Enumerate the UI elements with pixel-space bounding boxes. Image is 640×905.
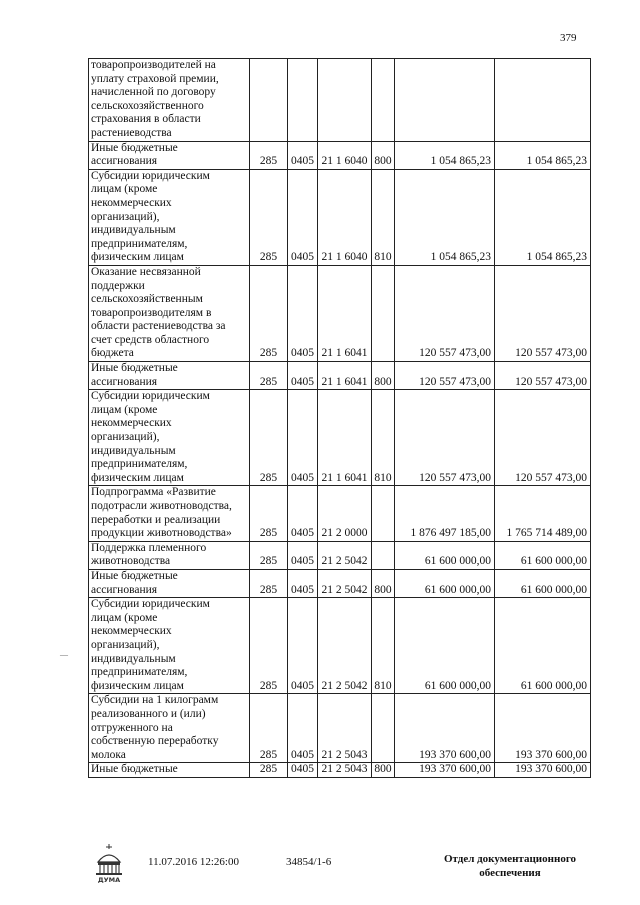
row-target-code: 21 2 5043 bbox=[318, 763, 372, 778]
row-section-code: 0405 bbox=[288, 763, 318, 778]
table-row bbox=[89, 486, 591, 541]
row-name-cell: Иные бюджетные bbox=[89, 763, 250, 778]
row-amount-2: 193 370 600,00 bbox=[495, 763, 591, 778]
row-amount-2: 1 054 865,23 bbox=[495, 141, 591, 169]
table-row bbox=[89, 362, 591, 390]
row-expense-type: 800 bbox=[372, 362, 395, 390]
row-expense-type: 810 bbox=[372, 390, 395, 486]
row-amount-2: 120 557 473,00 bbox=[495, 362, 591, 390]
table-row bbox=[89, 265, 591, 361]
row-section-code: 0405 bbox=[288, 362, 318, 390]
table-row bbox=[89, 763, 591, 778]
row-name-cell: Субсидии юридическим лицам (кроме некоммерческих организаций), индивидуальным предпринимателям, физическим лицам bbox=[89, 598, 250, 694]
row-section-code: 0405 bbox=[288, 598, 318, 694]
row-expense-type bbox=[372, 694, 395, 763]
row-admin-code: 285 bbox=[250, 569, 288, 597]
footer-doc-number: 34854/1-6 bbox=[286, 856, 332, 868]
row-expense-type bbox=[372, 486, 395, 541]
row-section-code: 0405 bbox=[288, 541, 318, 569]
row-expense-type bbox=[372, 265, 395, 361]
row-admin-code: 285 bbox=[250, 763, 288, 778]
row-section-code: 0405 bbox=[288, 169, 318, 265]
row-expense-type: 810 bbox=[372, 598, 395, 694]
row-amount-1: 61 600 000,00 bbox=[395, 541, 495, 569]
table-row bbox=[89, 169, 591, 265]
row-amount-1: 120 557 473,00 bbox=[395, 390, 495, 486]
row-section-code bbox=[288, 59, 318, 142]
row-section-code: 0405 bbox=[288, 486, 318, 541]
row-amount-1: 61 600 000,00 bbox=[395, 569, 495, 597]
row-section-code: 0405 bbox=[288, 141, 318, 169]
row-amount-1: 1 876 497 185,00 bbox=[395, 486, 495, 541]
row-target-code: 21 2 5042 bbox=[318, 569, 372, 597]
row-amount-1: 120 557 473,00 bbox=[395, 362, 495, 390]
row-section-code: 0405 bbox=[288, 265, 318, 361]
row-target-code bbox=[318, 59, 372, 142]
table-row bbox=[89, 390, 591, 486]
row-expense-type bbox=[372, 541, 395, 569]
logo-text: ДУМА bbox=[97, 876, 121, 884]
budget-table bbox=[88, 58, 591, 778]
row-name-cell: Иные бюджетные ассигнования bbox=[89, 141, 250, 169]
row-expense-type: 800 bbox=[372, 763, 395, 778]
footer-dept-line1: Отдел документационного bbox=[443, 853, 577, 865]
row-amount-2: 120 557 473,00 bbox=[495, 265, 591, 361]
row-admin-code: 285 bbox=[250, 362, 288, 390]
row-target-code: 21 1 6041 bbox=[318, 265, 372, 361]
row-expense-type: 800 bbox=[372, 569, 395, 597]
row-amount-2: 120 557 473,00 bbox=[495, 390, 591, 486]
row-amount-1: 61 600 000,00 bbox=[395, 598, 495, 694]
row-amount-1: 193 370 600,00 bbox=[395, 763, 495, 778]
row-name-cell: Оказание несвязанной поддержки сельскохозяйственным товаропроизводителям в области растениеводства за счет средств областного бюджета bbox=[89, 265, 250, 361]
row-admin-code: 285 bbox=[250, 541, 288, 569]
row-amount-1: 193 370 600,00 bbox=[395, 694, 495, 763]
row-amount-2: 61 600 000,00 bbox=[495, 598, 591, 694]
row-expense-type bbox=[372, 59, 395, 142]
page-number: 379 bbox=[560, 32, 577, 44]
row-amount-1: 120 557 473,00 bbox=[395, 265, 495, 361]
row-name-cell: Субсидии на 1 килограмм реализованного и (или) отгруженного на собственную переработку молока bbox=[89, 694, 250, 763]
table-row bbox=[89, 541, 591, 569]
row-section-code: 0405 bbox=[288, 569, 318, 597]
row-amount-2: 1 765 714 489,00 bbox=[495, 486, 591, 541]
row-section-code: 0405 bbox=[288, 390, 318, 486]
footer-department bbox=[430, 852, 590, 880]
row-amount-2 bbox=[495, 59, 591, 142]
footer-dept-line2: обеспечения bbox=[479, 867, 541, 879]
row-amount-1: 1 054 865,23 bbox=[395, 169, 495, 265]
row-admin-code: 285 bbox=[250, 169, 288, 265]
row-amount-2: 61 600 000,00 bbox=[495, 569, 591, 597]
row-name-cell: Поддержка племенного животноводства bbox=[89, 541, 250, 569]
row-amount-2: 1 054 865,23 bbox=[495, 169, 591, 265]
row-target-code: 21 1 6040 bbox=[318, 169, 372, 265]
row-admin-code bbox=[250, 59, 288, 142]
row-target-code: 21 2 0000 bbox=[318, 486, 372, 541]
table-row bbox=[89, 598, 591, 694]
row-name-cell: Субсидии юридическим лицам (кроме некоммерческих организаций), индивидуальным предпринимателям, физическим лицам bbox=[89, 169, 250, 265]
row-admin-code: 285 bbox=[250, 141, 288, 169]
row-target-code: 21 1 6041 bbox=[318, 390, 372, 486]
row-target-code: 21 1 6040 bbox=[318, 141, 372, 169]
row-amount-2: 61 600 000,00 bbox=[495, 541, 591, 569]
row-name-cell: Подпрограмма «Развитие подотрасли животноводства, переработки и реализации продукции животноводства» bbox=[89, 486, 250, 541]
row-admin-code: 285 bbox=[250, 694, 288, 763]
row-expense-type: 800 bbox=[372, 141, 395, 169]
row-amount-2: 193 370 600,00 bbox=[495, 694, 591, 763]
margin-mark: — bbox=[60, 650, 68, 659]
table-row bbox=[89, 59, 591, 142]
row-section-code: 0405 bbox=[288, 694, 318, 763]
duma-emblem-icon bbox=[92, 842, 126, 884]
row-admin-code: 285 bbox=[250, 598, 288, 694]
row-target-code: 21 2 5043 bbox=[318, 694, 372, 763]
row-admin-code: 285 bbox=[250, 265, 288, 361]
row-target-code: 21 2 5042 bbox=[318, 541, 372, 569]
row-name-cell: Иные бюджетные ассигнования bbox=[89, 569, 250, 597]
footer-date: 11.07.2016 12:26:00 bbox=[148, 856, 239, 868]
row-amount-1 bbox=[395, 59, 495, 142]
row-target-code: 21 1 6041 bbox=[318, 362, 372, 390]
row-name-cell: Субсидии юридическим лицам (кроме некоммерческих организаций), индивидуальным предпринимателям, физическим лицам bbox=[89, 390, 250, 486]
row-target-code: 21 2 5042 bbox=[318, 598, 372, 694]
table-row bbox=[89, 141, 591, 169]
row-admin-code: 285 bbox=[250, 486, 288, 541]
table-row bbox=[89, 569, 591, 597]
row-admin-code: 285 bbox=[250, 390, 288, 486]
row-name-cell: товаропроизводителей на уплату страховой премии, начисленной по договору сельскохозяйственного страхования в области растениеводства bbox=[89, 59, 250, 142]
table-row bbox=[89, 694, 591, 763]
row-amount-1: 1 054 865,23 bbox=[395, 141, 495, 169]
row-name-cell: Иные бюджетные ассигнования bbox=[89, 362, 250, 390]
row-expense-type: 810 bbox=[372, 169, 395, 265]
